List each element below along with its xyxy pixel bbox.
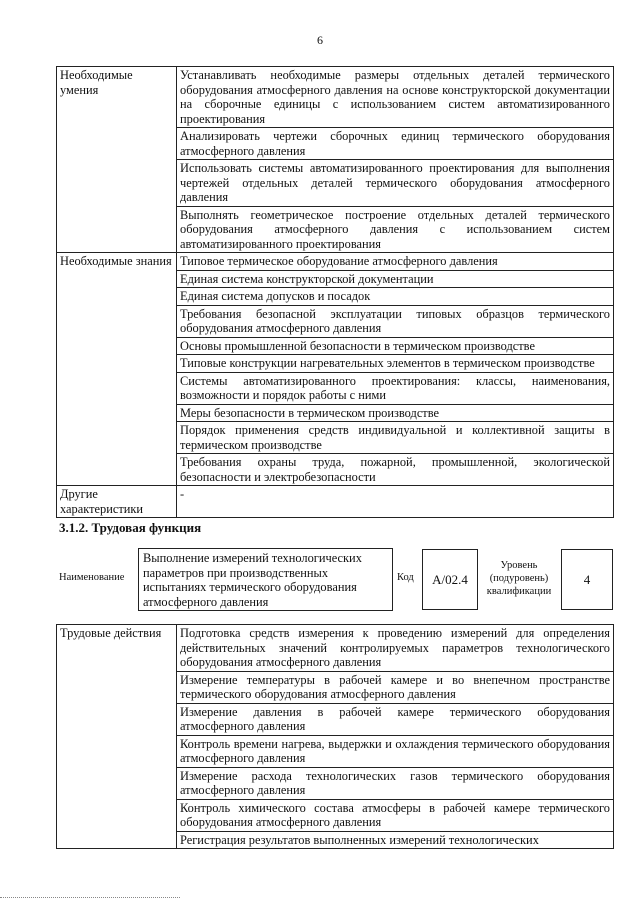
- row-group-label: Необходимые умения: [57, 67, 177, 253]
- table-cell: Выполнять геометрическое построение отдельных деталей термического оборудования атмосферного давления с использованием систем автоматизированного проектирования: [177, 206, 614, 253]
- qualification-level-label: Уровень (подуровень) квалификации: [486, 560, 552, 597]
- table-cell: Измерение температуры в рабочей камере и во внепечном пространстве термического оборудования атмосферного давления: [177, 671, 614, 703]
- table-cell: Единая система допусков и посадок: [177, 288, 614, 306]
- table-row: [57, 67, 614, 128]
- skills-knowledge-table: [56, 66, 614, 518]
- table-cell: Устанавливать необходимые размеры отдельных деталей термического оборудования атмосферного давления на основе конструкторской документации на сборочные единицы с использованием систем автоматизированного проектирования: [177, 67, 614, 128]
- section-heading: 3.1.2. Трудовая функция: [59, 520, 202, 535]
- name-label: Наименование: [59, 572, 125, 583]
- table-cell: Порядок применения средств индивидуальной и коллективной защиты в термическом производстве: [177, 422, 614, 454]
- table-cell: Единая система конструкторской документации: [177, 270, 614, 288]
- code-label: Код: [397, 572, 414, 583]
- table-cell: Регистрация результатов выполненных измерений технологических: [177, 831, 614, 849]
- table-cell: Типовые конструкции нагревательных элементов в термическом производстве: [177, 355, 614, 373]
- table-cell: Требования охраны труда, пожарной, промышленной, экологической безопасности и электробезопасности: [177, 454, 614, 486]
- code-value-box: А/02.4: [422, 549, 478, 610]
- qualification-level-box: 4: [561, 549, 613, 610]
- table-cell: Системы автоматизированного проектирования: классы, наименования, возможности и порядок работы с ними: [177, 372, 614, 404]
- table-cell: Анализировать чертежи сборочных единиц термического оборудования атмосферного давления: [177, 128, 614, 160]
- labor-actions-table: [56, 624, 614, 849]
- table-cell: Контроль времени нагрева, выдержки и охлаждения термического оборудования атмосферного давления: [177, 735, 614, 767]
- table-cell: Типовое термическое оборудование атмосферного давления: [177, 253, 614, 271]
- table-cell: -: [177, 486, 614, 518]
- page-number: 6: [317, 33, 323, 47]
- bottom-divider: [0, 897, 180, 898]
- table-cell: Измерение давления в рабочей камере термического оборудования атмосферного давления: [177, 703, 614, 735]
- table-cell: Меры безопасности в термическом производстве: [177, 404, 614, 422]
- table-cell: Требования безопасной эксплуатации типовых образцов термического оборудования атмосферного давления: [177, 305, 614, 337]
- row-group-label: Другие характеристики: [57, 486, 177, 518]
- table-cell: Подготовка средств измерения к проведению измерений для определения действительных значений контролируемых параметров технологического оборудования атмосферного давления: [177, 625, 614, 672]
- table-cell: Основы промышленной безопасности в термическом производстве: [177, 337, 614, 355]
- table-cell: Использовать системы автоматизированного проектирования для выполнения чертежей отдельных деталей термического оборудования атмосферного давления: [177, 160, 614, 207]
- table-row: [57, 625, 614, 672]
- row-group-label: Трудовые действия: [57, 625, 177, 849]
- table-row: [57, 253, 614, 271]
- row-group-label: Необходимые знания: [57, 253, 177, 486]
- function-name-box: Выполнение измерений технологических параметров при производственных испытаниях термического оборудования атмосферного давления: [138, 548, 393, 611]
- table-cell: Измерение расхода технологических газов термического оборудования атмосферного давления: [177, 767, 614, 799]
- table-cell: Контроль химического состава атмосферы в рабочей камере термического оборудования атмосферного давления: [177, 799, 614, 831]
- table-row: [57, 486, 614, 518]
